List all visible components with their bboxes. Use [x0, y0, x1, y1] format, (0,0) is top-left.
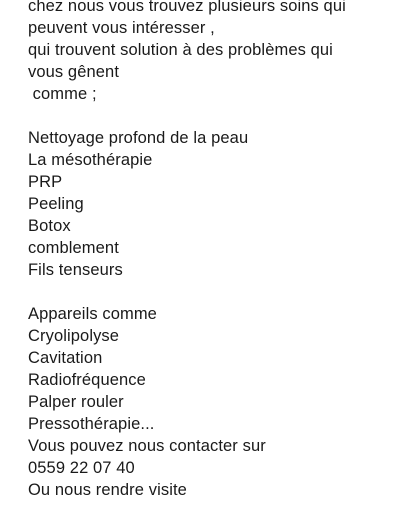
appareil-item: Palper rouler	[28, 393, 124, 411]
soin-item: Nettoyage profond de la peau	[28, 129, 249, 147]
soin-item: PRP	[28, 173, 63, 191]
phone-number[interactable]: 0559 22 07 40	[28, 459, 135, 477]
visit-line: Ou nous rendre visite	[28, 481, 187, 499]
appareil-item: Cryolipolyse	[28, 327, 120, 345]
appareil-item: Cavitation	[28, 349, 103, 367]
soin-item: Fils tenseurs	[28, 261, 123, 279]
soin-item: Peeling	[28, 195, 84, 213]
intro-line: peuvent vous intéresser ,	[28, 19, 215, 37]
intro-line: qui trouvent solution à des problèmes qui	[28, 41, 333, 59]
intro-line: comme ;	[28, 85, 97, 103]
soin-item: La mésothérapie	[28, 151, 153, 169]
message-body	[28, 0, 398, 501]
contact-line: Vous pouvez nous contacter sur	[28, 437, 266, 455]
soin-item: Botox	[28, 217, 71, 235]
appareil-item: Pressothérapie...	[28, 415, 155, 433]
intro-line: chez nous vous trouvez plusieurs soins qui	[28, 0, 346, 15]
blank-line	[28, 105, 398, 127]
soin-item: comblement	[28, 239, 119, 257]
appareil-item: Radiofréquence	[28, 371, 146, 389]
appareils-title: Appareils comme	[28, 305, 157, 323]
blank-line	[28, 281, 398, 303]
intro-line: vous gênent	[28, 63, 120, 81]
